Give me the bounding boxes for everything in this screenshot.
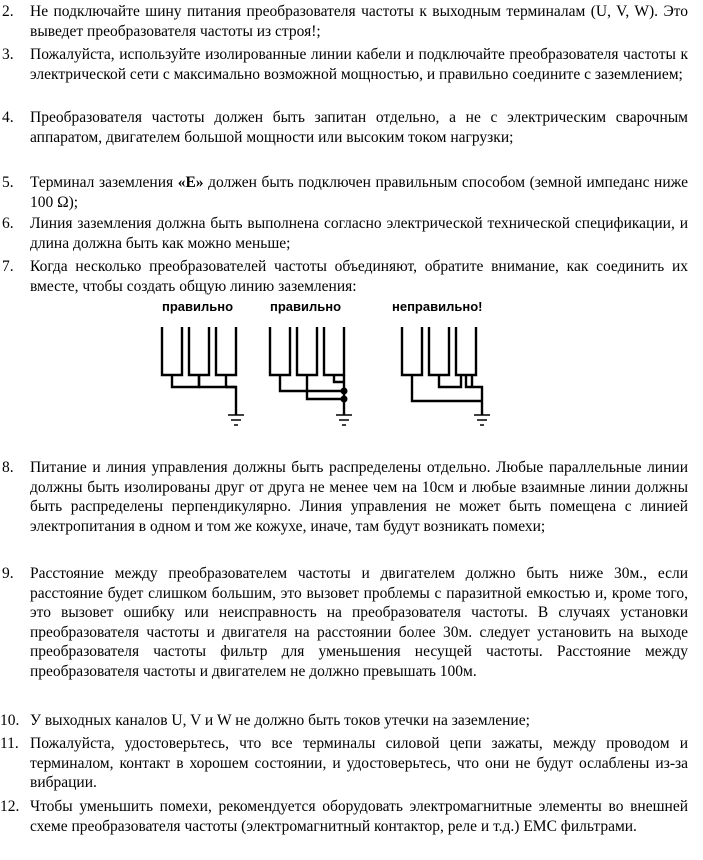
junction-dot	[341, 388, 348, 395]
item-text: У выходных каналов U, V и W не должно быть токов утечки на заземление;	[30, 712, 530, 729]
ground-icon	[474, 415, 490, 425]
item-number: 10.	[0, 712, 20, 729]
ground-icon	[336, 415, 352, 425]
item-text-before: Терминал заземления	[30, 174, 178, 191]
list-item	[0, 797, 688, 836]
item-number: 3.	[2, 46, 14, 63]
diagram-label-correct-1: правильно	[162, 299, 234, 314]
ground-icon	[228, 415, 244, 425]
item-text	[30, 173, 688, 212]
item-number: 4.	[2, 109, 14, 126]
diagram-label-incorrect: неправильно!	[392, 299, 483, 314]
item-text: Питание и линия управления должны быть распределены отдельно. Любые параллельные линии должны быть изолированы друг от друга не менее чем на 10см и любые взаимные линии должны быть распределены перпендикулярно. Линия управления не может быть помещена с линией электропитания в одном и том же кожухе, иначе, там будут возникать помехи;	[30, 459, 688, 535]
list-item	[0, 45, 688, 84]
correct-configuration-2	[270, 327, 344, 415]
item-number: 7.	[2, 258, 14, 275]
incorrect-configuration	[402, 327, 482, 415]
correct-configuration-1	[162, 327, 236, 415]
item-text: Не подключайте шину питания преобразователя частоты к выходным терминалам (U, V, W). Это выведет преобразователя частоты из строя!;	[30, 3, 688, 40]
list-item	[0, 564, 688, 681]
list-item	[0, 214, 688, 253]
grounding-diagram-svg	[156, 297, 506, 437]
item-number: 11.	[0, 735, 19, 752]
item-text: Чтобы уменьшить помехи, рекомендуется оборудовать электромагнитные элементы во внешней схеме преобразователя частоты (электромагнитный контактор, реле и т.д.) EMC фильтрами.	[30, 798, 688, 835]
item-number: 5.	[2, 174, 14, 191]
item-text: Линия заземления должна быть выполнена согласно электрической технической спецификации, и длина должна быть как можно меньше;	[30, 215, 688, 252]
list-item	[0, 734, 688, 793]
item-number: 12.	[0, 798, 20, 815]
list-item	[0, 458, 688, 536]
item-text-after: должен быть подключен правильным способом (земной импеданс ниже 100 Ω);	[30, 174, 688, 211]
item-text: Преобразователя частоты должен быть запитан отдельно, а не с электрическим сварочным аппаратом, двигателем большой мощности или высоким током нагрузки;	[30, 109, 688, 146]
item-text: Когда несколько преобразователей частоты объединяют, обратите внимание, как соединить их вместе, чтобы создать общую линию заземления:	[30, 258, 688, 295]
item-number: 2.	[2, 3, 14, 20]
list-item	[0, 711, 688, 731]
list-item	[0, 2, 688, 41]
item-text: Пожалуйста, удостоверьтесь, что все терминалы силовой цепи зажаты, между проводом и терминалом, контакт в хорошем состоянии, и удостоверьтесь, что они не будут ослаблены из-за вибрации.	[30, 735, 688, 791]
item-number: 8.	[2, 459, 14, 476]
item-number: 6.	[2, 215, 14, 232]
diagram-label-correct-2: правильно	[270, 299, 342, 314]
list-item	[0, 173, 688, 212]
ground-terminal-label: «E»	[177, 174, 204, 191]
item-text: Пожалуйста, используйте изолированные линии кабели и подключайте преобразователя частоты к электрической сети с максимально возможной мощностью, и правильно соедините с заземлением;	[30, 46, 688, 83]
list-item	[0, 257, 688, 296]
item-number: 9.	[2, 565, 14, 582]
list-item	[0, 108, 688, 147]
item-text: Расстояние между преобразователем частоты и двигателем должно быть ниже 30м., если расстояние будет слишком большим, это вызовет проблемы с паразитной емкостью и, кроме того, это вызовет ошибку или неисправность на преобразователя частоты. В случаях установки преобразователя частоты и двигателя на расстоянии более 30м. следует установить на выходе преобразователя частоты фильтр для уменьшения несущей частоты. Расстояние между преобразователя частоты и двигателем не должно превышать 100м.	[30, 565, 688, 680]
grounding-diagram	[156, 297, 506, 437]
junction-dot	[341, 396, 348, 403]
